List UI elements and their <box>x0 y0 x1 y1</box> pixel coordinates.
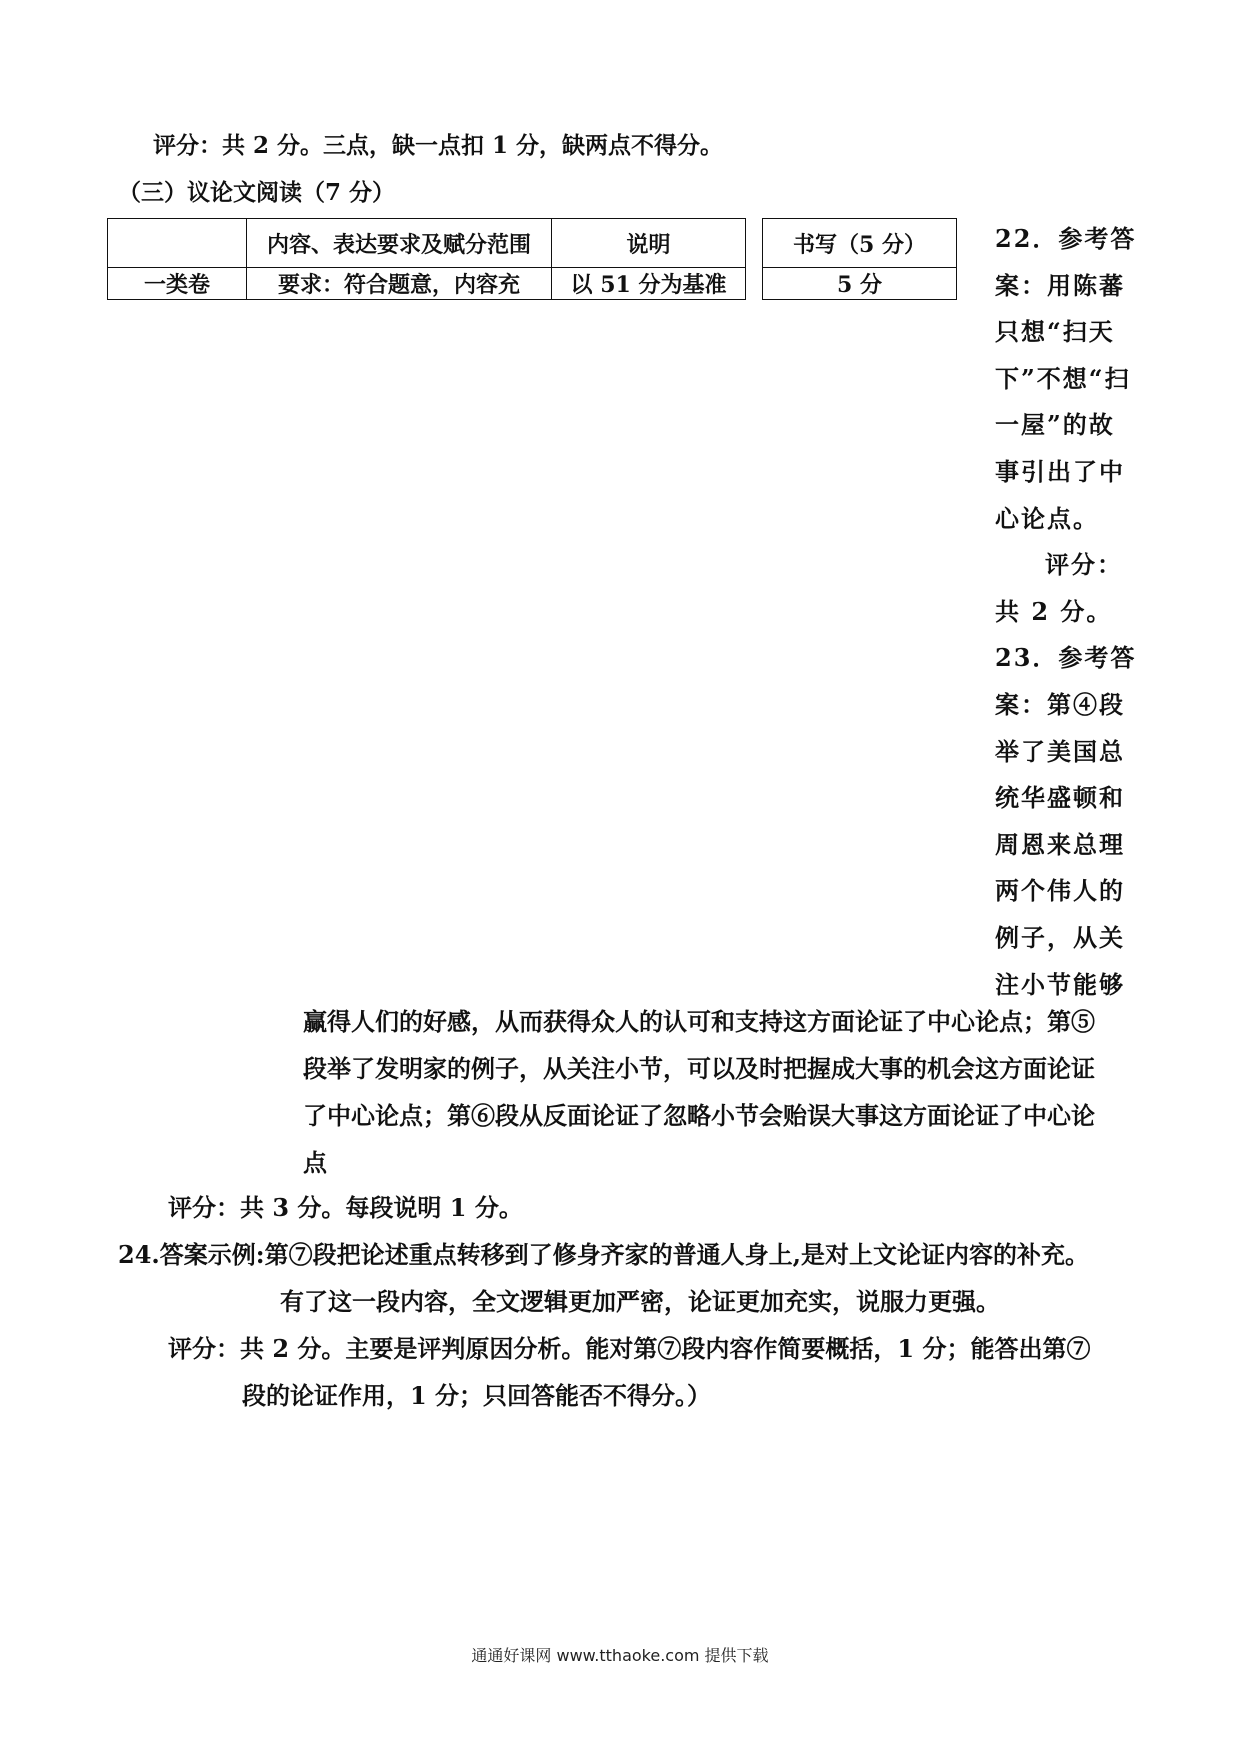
table-header-cell: 内容、表达要求及赋分范围 <box>247 219 552 268</box>
side-line: 注小节能够 <box>995 969 1125 999</box>
side-line: 23．参考答 <box>995 643 1137 673</box>
side-line: 事引出了中 <box>995 456 1125 486</box>
answer-23-paragraph <box>303 998 1135 1186</box>
side-line: 评分： <box>1045 550 1123 580</box>
section-heading: （三）议论文阅读（7 分） <box>118 179 396 206</box>
side-line: 案：用陈蕃 <box>995 270 1125 300</box>
score-line-24-a: 评分：共 2 分。主要是评判原因分析。能对第⑦段内容作简要概括，1 分；能答出第⑦ <box>168 1334 1091 1363</box>
side-line: 举了美国总 <box>995 736 1125 766</box>
score-line-24-b: 段的论证作用，1 分；只回答能否不得分。） <box>242 1381 712 1410</box>
table-cell: 要求：符合题意，内容充 <box>247 268 552 300</box>
answer-24-line1: 24.答案示例:第⑦段把论述重点转移到了修身齐家的普通人身上,是对上文论证内容的补充。 <box>118 1240 1089 1269</box>
side-line: 案：第④段 <box>995 689 1125 719</box>
table-cell: 一类卷 <box>108 268 247 300</box>
side-line: 只想“扫天 <box>995 317 1115 347</box>
score-line-23: 评分：共 3 分。每段说明 1 分。 <box>168 1193 523 1222</box>
scoring-table <box>107 218 957 300</box>
table-cell: 5 分 <box>763 268 957 300</box>
side-line: 统华盛顿和 <box>995 783 1125 813</box>
table-header-cell: 书写（5 分） <box>763 219 957 268</box>
answer-side-column <box>995 216 1135 1008</box>
side-line: 周恩来总理 <box>995 829 1125 859</box>
side-line: 心论点。 <box>995 503 1099 533</box>
side-line: 22．参考答 <box>995 224 1137 253</box>
paragraph-line: 了中心论点；第⑥段从反面论证了忽略小节会贻误大事这方面论证了中心论 <box>303 1101 1095 1130</box>
paragraph-line: 段举了发明家的例子，从关注小节，可以及时把握成大事的机会这方面论证 <box>303 1054 1095 1083</box>
paragraph-line: 点 <box>303 1148 327 1177</box>
side-line: 例子，从关 <box>995 922 1125 952</box>
footer-credit: 通通好课网 www.tthaoke.com 提供下载 <box>471 1646 769 1665</box>
side-line: 两个伟人的 <box>995 876 1125 906</box>
paragraph-line: 赢得人们的好感，从而获得众人的认可和支持这方面论证了中心论点；第⑤ <box>303 1007 1095 1036</box>
table-header-cell <box>108 219 247 268</box>
side-line: 下”不想“扫 <box>995 363 1131 393</box>
table-cell: 以 51 分为基准 <box>552 268 746 300</box>
side-line: 一屋”的故 <box>995 410 1115 440</box>
answer-24-line2: 有了这一段内容，全文逻辑更加严密，论证更加充实，说服力更强。 <box>280 1287 1000 1316</box>
side-line: 共 2 分。 <box>995 596 1113 626</box>
score-line-top: 评分：共 2 分。三点，缺一点扣 1 分，缺两点不得分。 <box>153 132 724 159</box>
table-header-cell: 说明 <box>552 219 746 268</box>
